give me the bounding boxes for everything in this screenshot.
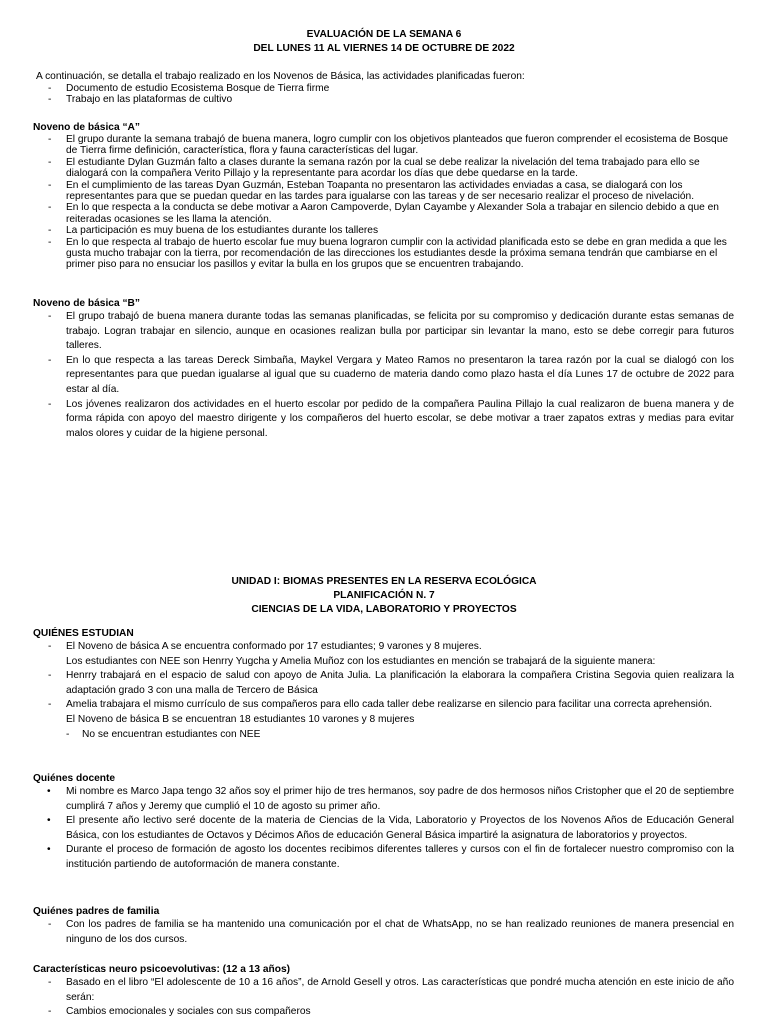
quienes-estudian-sublist — [0, 728, 768, 743]
noveno-a-section — [0, 121, 768, 271]
list-item: - No se encuentran estudiantes con NEE — [0, 728, 768, 743]
list-item: - En lo que respecta a las tareas Dereck Simbaña, Maykel Vergara y Mateo Ramos no presentaron la tarea razón por la cual se dialogó con los representantes para que puedan igualarse al igual que su cuaderno de materia dando como plazo hasta el día Lunes 17 de octubre de 2022 para estar al día. — [0, 354, 768, 398]
list-item: - En lo que respecta a la conducta se debe motivar a Aaron Campoverde, Dylan Cayambe y Alexander Sola a trabajar en silencio debido a que en reiteradas ocasiones se les llama la atención. — [0, 202, 768, 225]
list-item: - Cambios emocionales y sociales con sus compañeros — [0, 1005, 768, 1020]
subject-title: CIENCIAS DE LA VIDA, LABORATORIO Y PROYECTOS — [251, 604, 517, 615]
noveno-b-section — [0, 297, 768, 441]
list-item: - Basado en el libro “El adolescente de 10 a 16 años”, de Arnold Gesell y otros. Las características que pondré mucha atención en este inicio de año serán: — [0, 976, 768, 1005]
list-item: - En el cumplimiento de las tareas Dyan Guzmán, Esteban Toapanta no presentaron las actividades enviadas a casa, se dialogará con los representantes para que se puedan quedar en las tardes para igualarse con las tareas y de ser necesario realizar el proceso de nivelación. — [0, 180, 768, 203]
caracteristicas-section — [0, 963, 768, 1020]
list-item: • El presente año lectivo seré docente de la materia de Ciencias de la Vida, Laboratorio y Proyectos de los Novenos Años de Educación General Básica, con los estudiantes de Octavos y Décimos Años de educación General Básica impartiré la asignatura de laboratorios y proyectos. — [0, 814, 768, 843]
list-item: - Henrry trabajará en el espacio de salud con apoyo de Anita Julia. La planificación la elaborara la compañera Cristina Segovia quien realizara la adaptación grado 3 con una malla de Tercero de Básica — [0, 669, 768, 698]
list-item: - Amelia trabajara el mismo currículo de sus compañeros para ello cada taller debe realizarse en silencio para facilitar una correcta aprehensión. El Noveno de básica B se encuentran 18 estudiantes 10 varones y 8 mujeres — [0, 698, 768, 727]
list-item: - Documento de estudio Ecosistema Bosque de Tierra firme — [0, 83, 768, 94]
unidad-title: UNIDAD I: BIOMAS PRESENTES EN LA RESERVA ECOLÓGICA — [231, 576, 537, 587]
padres-list — [0, 918, 768, 947]
quienes-docente-section — [0, 772, 768, 873]
padres-section — [0, 905, 768, 947]
intro-section — [0, 71, 768, 106]
section-title: Noveno de básica “B” — [33, 298, 140, 309]
header-title: EVALUACIÓN DE LA SEMANA 6 — [306, 29, 462, 40]
section-title: Quiénes padres de familia — [33, 906, 160, 917]
list-item: - Con los padres de familia se ha mantenido una comunicación por el chat de WhatsApp, no se han realizado reuniones de manera presencial en ninguno de los dos cursos. — [0, 918, 768, 947]
section-title: QUIÉNES ESTUDIAN — [33, 628, 134, 639]
intro-list — [0, 83, 768, 106]
list-item: • Mi nombre es Marco Japa tengo 32 años soy el primer hijo de tres hermanos, soy padre de dos hermosos niños Cristopher que el 20 de septiembre cumplirá 7 años y Jeremy que cumplió el 10 de agosto su primer año. — [0, 785, 768, 814]
list-item: - El Noveno de básica A se encuentra conformado por 17 estudiantes; 9 varones y 8 mujeres. Los estudiantes con NEE son Henrry Yugcha y Amelia Muñoz con los estudiantes en mención se trabajará de la siguiente manera: — [0, 640, 768, 669]
noveno-a-list — [0, 134, 768, 271]
header-dates: DEL LUNES 11 AL VIERNES 14 DE OCTUBRE DE 2022 — [253, 43, 515, 54]
list-item: - El grupo durante la semana trabajó de buena manera, logro cumplir con los objetivos planteados que fueron comprender el ecosistema de Bosque de Tierra firme definición, característica, flora y fauna características del lugar. — [0, 134, 768, 157]
list-item: - Trabajo en las plataformas de cultivo — [0, 94, 768, 105]
list-item: - En lo que respecta al trabajo de huerto escolar fue muy buena lograron cumplir con la actividad planificada esto se debe en gran medida a que les gusta mucho trabajar con la tierra, por recomendación de las direcciones los estudiantes desde la próxima semana tendrán que cambiarse en el primer piso para no ensuciar los pasillos y evitar la bulla en los grupos que se encuentren trabajando. — [0, 237, 768, 271]
list-item: - El estudiante Dylan Guzmán falto a clases durante la semana razón por la cual se debe realizar la nivelación del tema trabajado para ello se dialogará con la compañera Verito Pillajo y la representante para acordar los días que debe quedarse en la tarde. — [0, 157, 768, 180]
noveno-b-list — [0, 310, 768, 441]
list-item: - Los jóvenes realizaron dos actividades en el huerto escolar por pedido de la compañera Paulina Pillajo la cual realizaron de buena manera y de forma rápida con apoyo del maestro dirigente y los compañeros del huerto escolar, se debe motivar a traer zapatos extras y medias para evitar malos olores y cuidar de la higiene personal. — [0, 398, 768, 442]
evaluation-header — [0, 28, 768, 56]
unidad-header — [0, 575, 768, 617]
section-title: Noveno de básica “A” — [33, 122, 140, 133]
intro-text: A continuación, se detalla el trabajo realizado en los Novenos de Básica, las actividades planificadas fueron: — [36, 71, 525, 82]
section-title: Características neuro psicoevolutivas: (12 a 13 años) — [33, 964, 291, 975]
quienes-docente-list — [0, 785, 768, 873]
list-item: • Durante el proceso de formación de agosto los docentes recibimos diferentes talleres y cursos con el fin de fortalecer nuestro compromiso con la institución partiendo de autoformación de manera constante. — [0, 843, 768, 872]
list-item: - La participación es muy buena de los estudiantes durante los talleres — [0, 225, 768, 236]
quienes-estudian-section — [0, 627, 768, 742]
caracteristicas-list — [0, 976, 768, 1020]
section-title: Quiénes docente — [33, 773, 116, 784]
list-item: - El grupo trabajó de buena manera durante todas las semanas planificadas, se felicita por su compromiso y dedicación durante estas semanas de trabajo. Logran trabajar en silencio, aunque en ocasiones realizan bulla por participar sin levantar la mano, esto se debe corregir para futuros talleres. — [0, 310, 768, 354]
planificacion-number: PLANIFICACIÓN N. 7 — [333, 590, 435, 601]
quienes-estudian-list — [0, 640, 768, 728]
